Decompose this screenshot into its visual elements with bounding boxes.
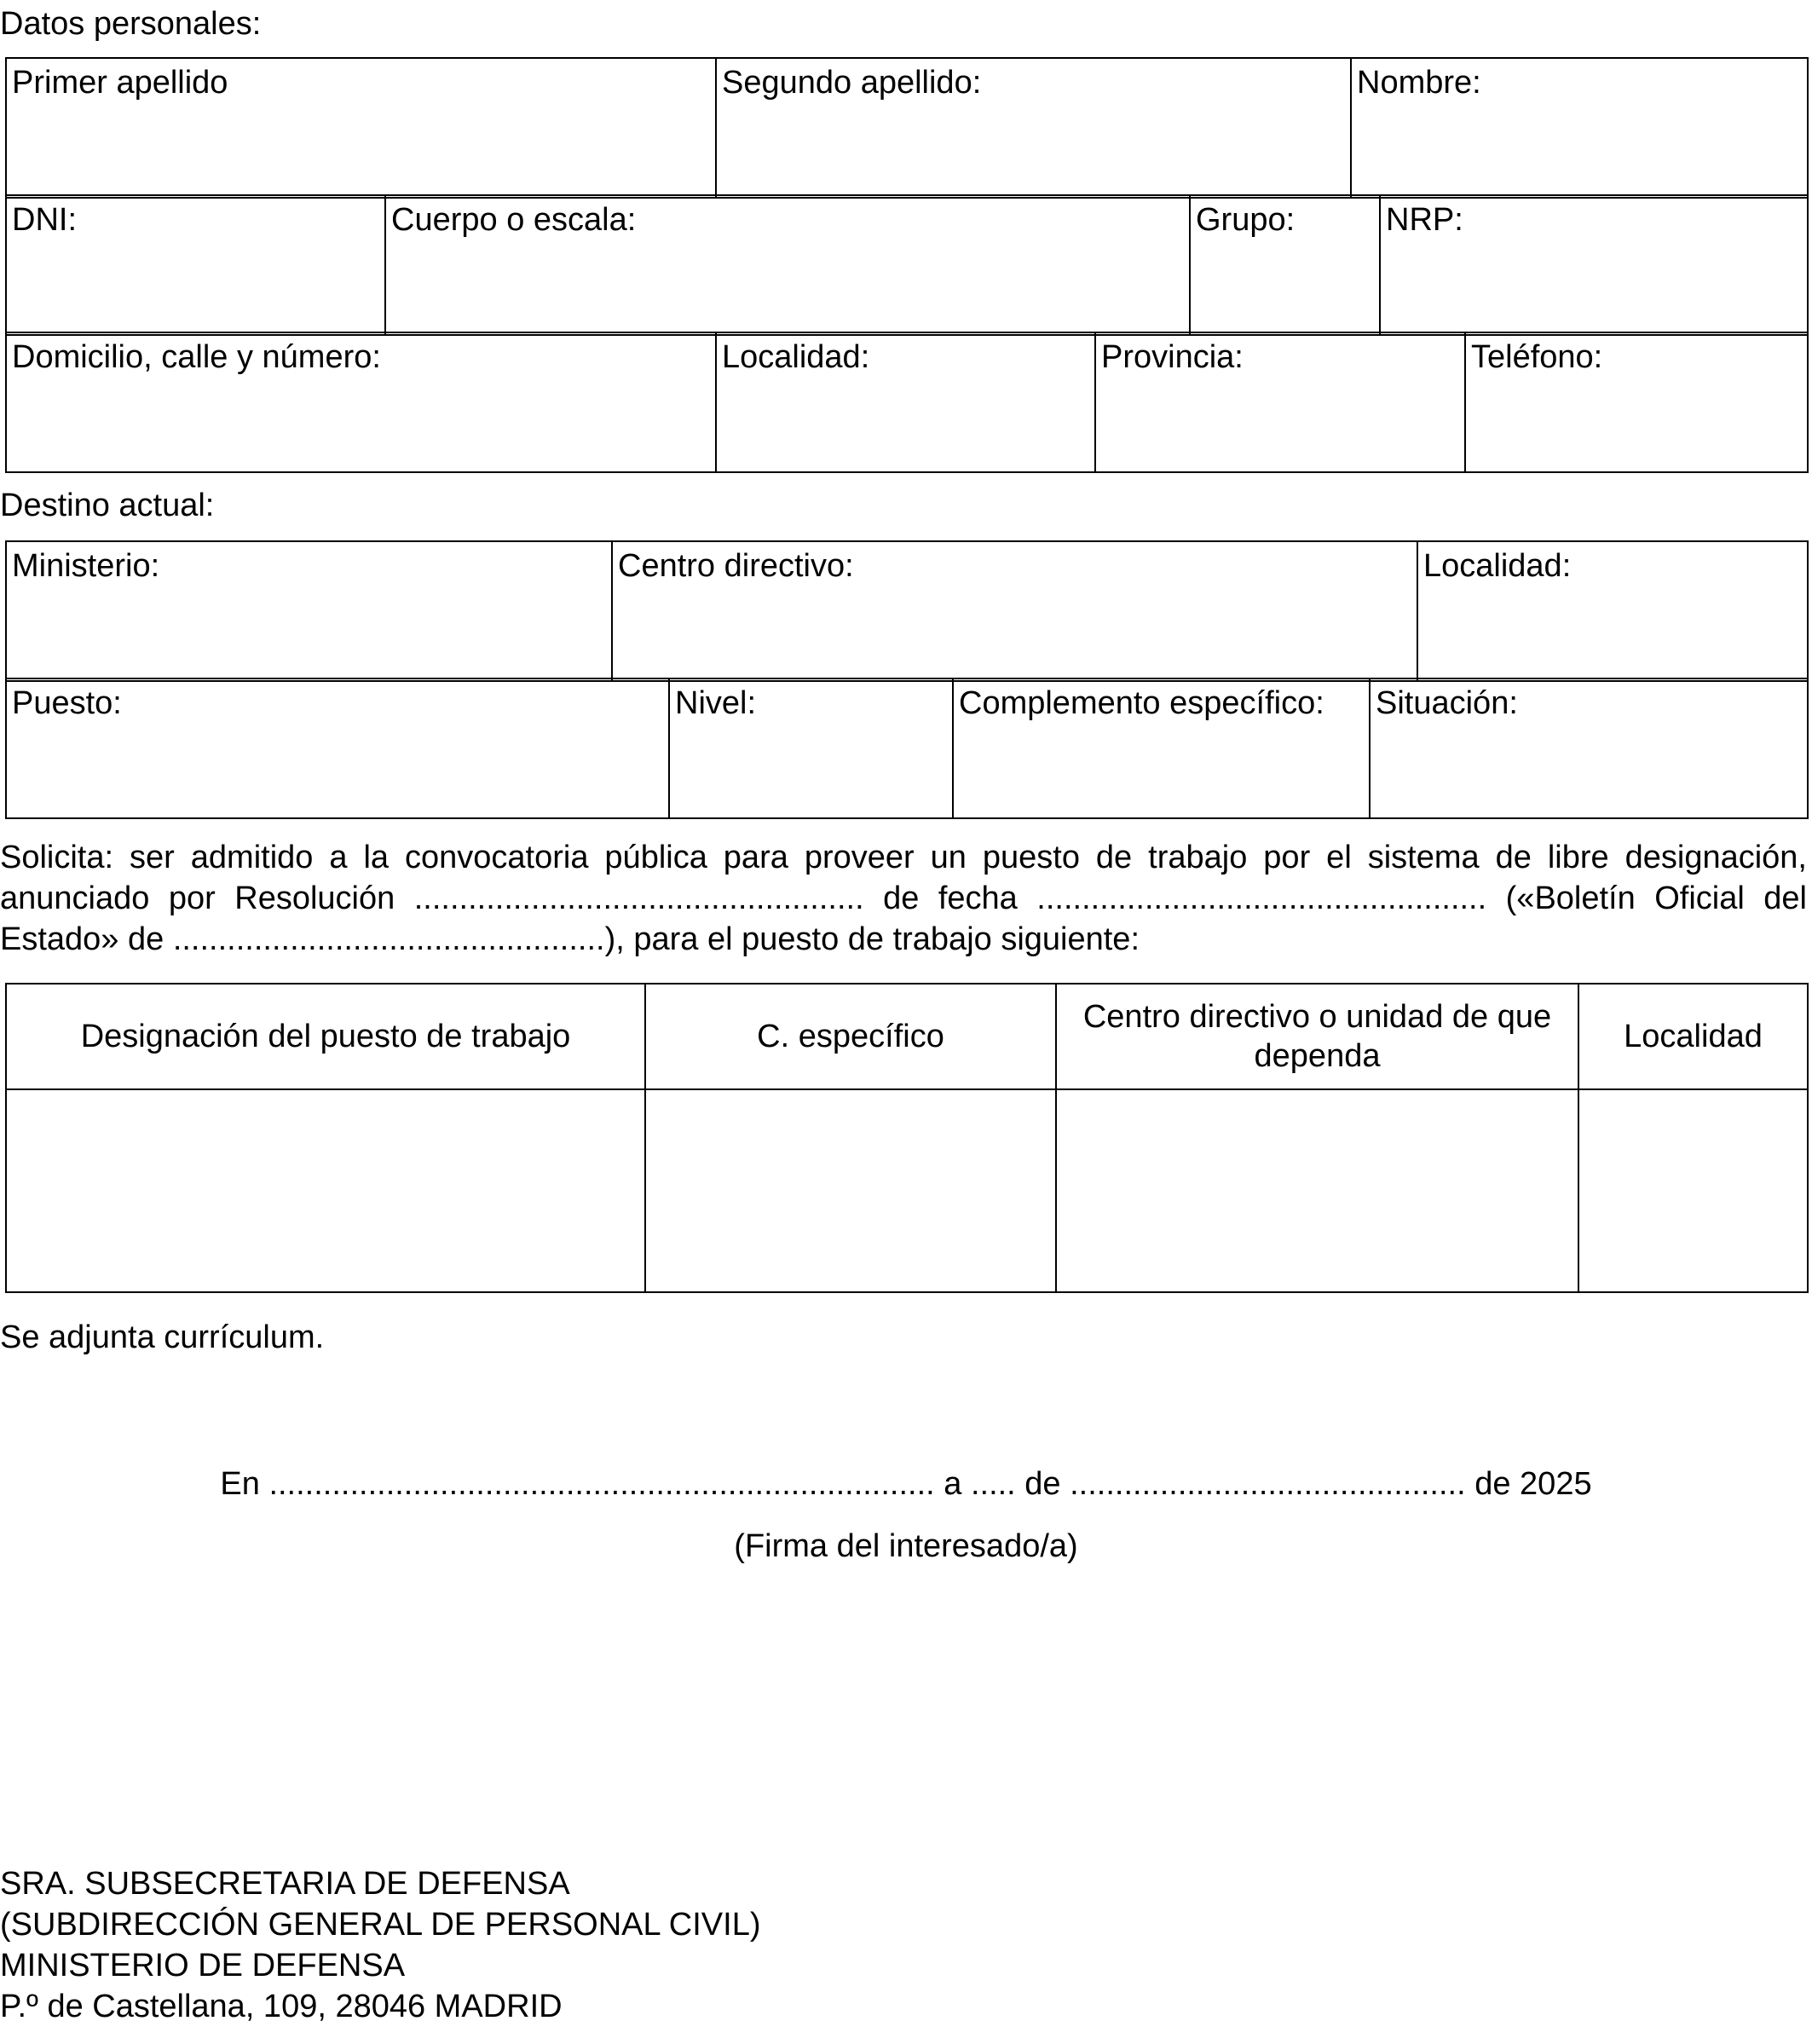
request-paragraph: Solicita: ser admitido a la convocatoria pública para proveer un puesto de trabajo por el sistema de libre designación, anunciado por Resolución .................................................. de fecha .................................................. («Boletín Oficial del Estado» de ................................................), para el puesto de trabajo siguiente: — [0, 840, 1807, 957]
signature-label: (Firma del interesado/a) — [734, 1528, 1078, 1564]
personal-data-row-1 — [5, 57, 1809, 199]
dni-field[interactable]: DNI: — [6, 195, 385, 335]
personal-data-heading: Datos personales: — [0, 6, 262, 42]
second-surname-field[interactable]: Segundo apellido: — [716, 58, 1351, 198]
nrp-field[interactable]: NRP: — [1380, 195, 1808, 335]
ministry-field[interactable]: Ministerio: — [6, 541, 612, 681]
directive-unit-cell[interactable] — [1056, 1089, 1578, 1292]
current-post-heading: Destino actual: — [0, 488, 215, 523]
current-post-row-1 — [5, 540, 1809, 682]
curriculum-note: Se adjunta currículum. — [0, 1319, 325, 1355]
address-line: (SUBDIRECCIÓN GENERAL DE PERSONAL CIVIL) — [0, 1907, 761, 1943]
job-request-table — [5, 983, 1809, 1293]
locality-header: Localidad — [1578, 984, 1808, 1089]
address-line: SRA. SUBSECRETARIA DE DEFENSA — [0, 1866, 570, 1902]
job-designation-cell[interactable] — [6, 1089, 645, 1292]
current-post-row-2 — [5, 678, 1809, 819]
locality-cell[interactable] — [1578, 1089, 1808, 1292]
address-line: P.º de Castellana, 109, 28046 MADRID — [0, 1989, 563, 2024]
first-surname-field[interactable]: Primer apellido — [6, 58, 716, 198]
phone-field[interactable]: Teléfono: — [1465, 332, 1808, 472]
table-header-row — [6, 984, 1808, 1089]
situation-field[interactable]: Situación: — [1370, 678, 1808, 818]
table-row — [6, 1089, 1808, 1292]
position-field[interactable]: Puesto: — [6, 678, 669, 818]
specific-complement-cell[interactable] — [645, 1089, 1056, 1292]
specific-complement-header: C. específico — [645, 984, 1056, 1089]
date-line[interactable]: En .......................................................................... a ..... de ............................................ de 2025 — [220, 1466, 1592, 1502]
personal-data-row-2 — [5, 194, 1809, 336]
recipient-address — [0, 1863, 760, 2027]
personal-data-row-3 — [5, 332, 1809, 473]
post-locality-field[interactable]: Localidad: — [1417, 541, 1808, 681]
address-field[interactable]: Domicilio, calle y número: — [6, 332, 716, 472]
locality-field[interactable]: Localidad: — [716, 332, 1095, 472]
name-field[interactable]: Nombre: — [1351, 58, 1808, 198]
address-line: MINISTERIO DE DEFENSA — [0, 1948, 406, 1983]
directive-center-field[interactable]: Centro directivo: — [612, 541, 1417, 681]
group-field[interactable]: Grupo: — [1190, 195, 1380, 335]
corps-scale-field[interactable]: Cuerpo o escala: — [385, 195, 1190, 335]
province-field[interactable]: Provincia: — [1095, 332, 1465, 472]
specific-complement-field[interactable]: Complemento específico: — [953, 678, 1370, 818]
job-designation-header: Designación del puesto de trabajo — [6, 984, 645, 1089]
level-field[interactable]: Nivel: — [669, 678, 953, 818]
directive-unit-header: Centro directivo o unidad de que dependa — [1056, 984, 1578, 1089]
